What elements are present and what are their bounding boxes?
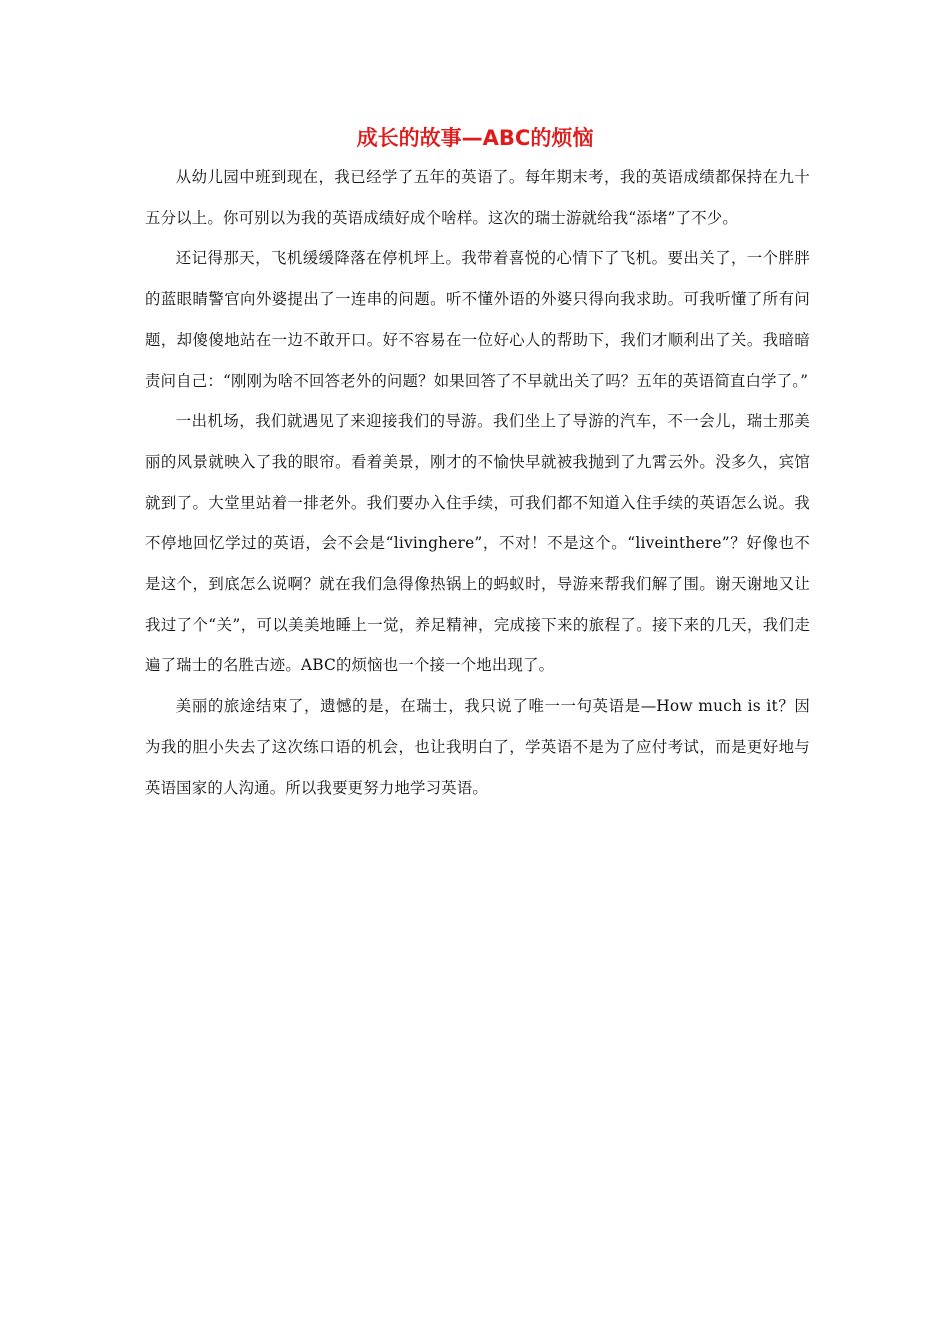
paragraph-1: 从幼儿园中班到现在，我已经学了五年的英语了。每年期末考，我的英语成绩都保持在九十五分以上。你可别以为我的英语成绩好成个啥样。这次的瑞士游就给我“添堵”了不少。 bbox=[145, 168, 810, 227]
document-body bbox=[145, 157, 810, 808]
paragraph-4: 美丽的旅途结束了，遗憾的是，在瑞士，我只说了唯一一句英语是—How much is it？因为我的胆小失去了这次练口语的机会，也让我明白了，学英语不是为了应付考试，而是更好地与英语国家的人沟通。所以我要更努力地学习英语。 bbox=[145, 697, 810, 797]
paragraph-2: 还记得那天，飞机缓缓降落在停机坪上。我带着喜悦的心情下了飞机。要出关了，一个胖胖的蓝眼睛警官向外婆提出了一连串的问题。听不懂外语的外婆只得向我求助。可我听懂了所有问题，却傻傻地站在一边不敢开口。好不容易在一位好心人的帮助下，我们才顺利出了关。我暗暗责问自己：“刚刚为啥不回答老外的问题？如果回答了不早就出关了吗？五年的英语简直白学了。” bbox=[145, 249, 810, 390]
document-title: 成长的故事—ABC的烦恼 bbox=[356, 126, 594, 150]
paragraph-3: 一出机场，我们就遇见了来迎接我们的导游。我们坐上了导游的汽车，不一会儿，瑞士那美丽的风景就映入了我的眼帘。看着美景，刚才的不愉快早就被我抛到了九霄云外。没多久，宾馆就到了。大堂里站着一排老外。我们要办入住手续，可我们都不知道入住手续的英语怎么说。我不停地回忆学过的英语，会不会是“livinghere”，不对！不是这个。“liveinthere”？好像也不是这个，到底怎么说啊？就在我们急得像热锅上的蚂蚁时，导游来帮我们解了围。谢天谢地又让我过了个“关”，可以美美地睡上一觉，养足精神，完成接下来的旅程了。接下来的几天，我们走遍了瑞士的名胜古迹。ABC的烦恼也一个接一个地出现了。 bbox=[145, 412, 810, 675]
